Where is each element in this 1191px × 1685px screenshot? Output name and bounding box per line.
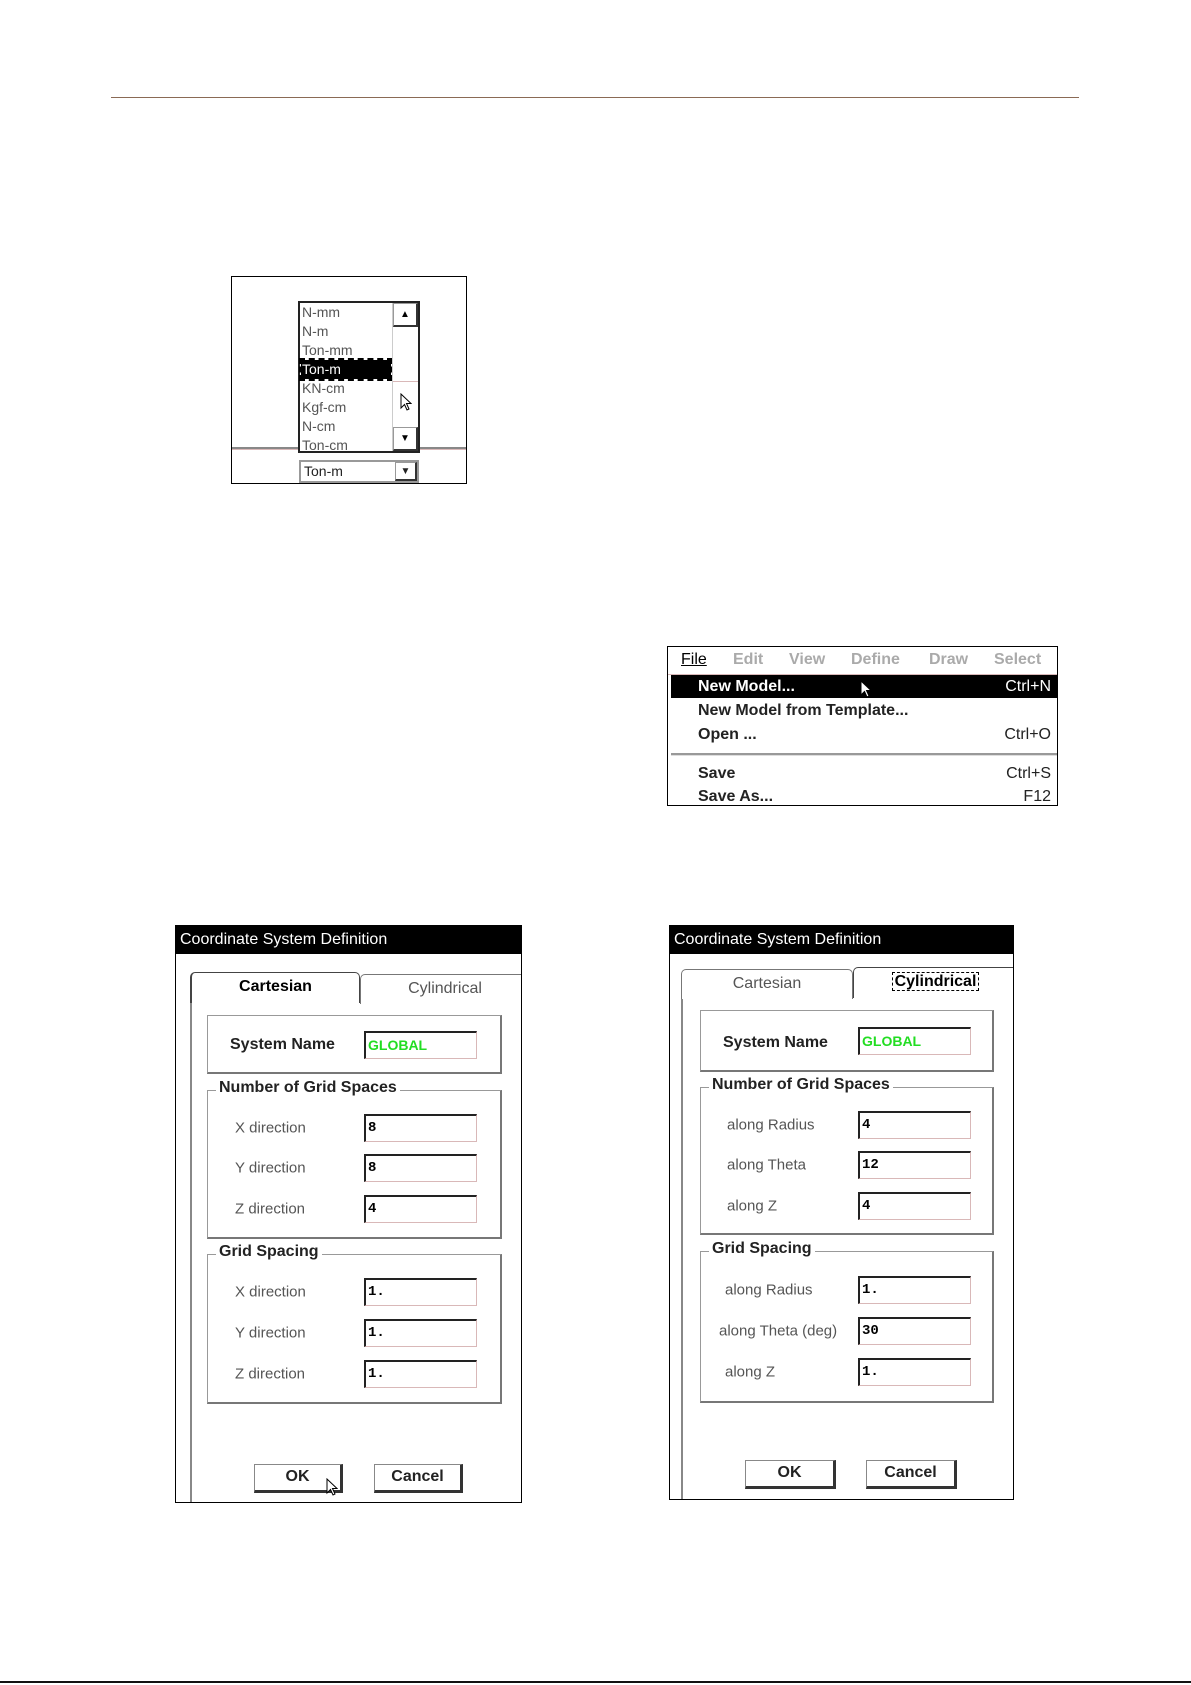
units-combobox[interactable] bbox=[299, 460, 419, 483]
menu-item-new-from-template[interactable]: New Model from Template... bbox=[698, 702, 909, 719]
menu-separator bbox=[671, 753, 1058, 756]
system-name-input[interactable]: GLOBAL bbox=[858, 1027, 971, 1055]
menubar-edit[interactable]: Edit bbox=[733, 651, 764, 668]
list-item[interactable]: N-cm bbox=[302, 418, 336, 434]
tab-cylindrical[interactable]: Cylindrical bbox=[360, 974, 522, 1004]
group-title: Grid Spacing bbox=[709, 1240, 815, 1258]
cartesian-dialog bbox=[175, 925, 522, 1503]
dialog-title: Coordinate System Definition bbox=[176, 926, 521, 954]
list-item[interactable]: KN-cm bbox=[302, 380, 345, 396]
field-label: along Z bbox=[727, 1197, 778, 1215]
field-label: along Theta (deg) bbox=[719, 1322, 838, 1340]
y-spaces-input[interactable]: 8 bbox=[364, 1154, 477, 1182]
system-name-label: System Name bbox=[230, 1036, 335, 1053]
units-figure bbox=[231, 276, 467, 484]
tab-label: Cylindrical bbox=[892, 972, 980, 991]
list-item[interactable]: Kgf-cm bbox=[302, 399, 347, 415]
z-spacing-input[interactable]: 1. bbox=[858, 1358, 971, 1386]
group-title: Number of Grid Spaces bbox=[216, 1079, 400, 1097]
cancel-button[interactable]: Cancel bbox=[374, 1464, 463, 1493]
field-label: X direction bbox=[235, 1283, 306, 1301]
list-item[interactable]: N-mm bbox=[302, 304, 341, 320]
tab-cartesian[interactable]: Cartesian bbox=[681, 969, 853, 999]
radius-spacing-input[interactable]: 1. bbox=[858, 1276, 971, 1304]
menu-item-save[interactable]: Save Ctrl+S bbox=[698, 765, 1051, 782]
field-label: Y direction bbox=[235, 1324, 306, 1342]
group-title: Grid Spacing bbox=[216, 1243, 322, 1261]
scrollbar[interactable] bbox=[392, 303, 418, 451]
menubar-define[interactable]: Define bbox=[851, 651, 900, 668]
mouse-cursor-icon bbox=[326, 1478, 338, 1496]
combo-value: Ton-m bbox=[304, 463, 343, 479]
mouse-cursor-icon bbox=[860, 680, 872, 698]
scroll-down-arrow-icon[interactable]: ▼ bbox=[393, 427, 418, 451]
z-spaces-input[interactable]: 4 bbox=[364, 1195, 477, 1223]
field-label: along Z bbox=[725, 1363, 776, 1381]
list-item-selected[interactable]: Ton-m bbox=[301, 360, 391, 379]
mouse-cursor-icon bbox=[400, 393, 412, 411]
scroll-up-arrow-icon[interactable]: ▲ bbox=[393, 303, 418, 327]
menu-item-save-as[interactable]: Save As... F12 bbox=[698, 788, 1051, 805]
system-name-label: System Name bbox=[723, 1034, 828, 1051]
theta-spaces-input[interactable]: 12 bbox=[858, 1151, 971, 1179]
list-item[interactable]: Ton-cm bbox=[302, 437, 348, 453]
tab-cylindrical[interactable] bbox=[853, 967, 1014, 998]
cylindrical-dialog bbox=[669, 925, 1014, 1500]
list-item[interactable]: N-m bbox=[302, 323, 329, 339]
menubar-draw[interactable]: Draw bbox=[929, 651, 969, 668]
file-menu bbox=[667, 646, 1058, 806]
tab-cartesian[interactable]: Cartesian bbox=[190, 972, 360, 1003]
menu-item-new-model[interactable]: New Model... Ctrl+N bbox=[671, 675, 1058, 698]
y-spacing-input[interactable]: 1. bbox=[364, 1319, 477, 1347]
field-label: Z direction bbox=[235, 1200, 306, 1218]
system-name-input[interactable]: GLOBAL bbox=[364, 1031, 477, 1059]
menubar-file[interactable]: File bbox=[681, 651, 707, 668]
menubar-select[interactable]: Select bbox=[994, 651, 1042, 668]
x-spaces-input[interactable]: 8 bbox=[364, 1114, 477, 1142]
field-label: along Radius bbox=[727, 1116, 815, 1134]
units-listbox[interactable] bbox=[298, 301, 420, 453]
field-label: Y direction bbox=[235, 1159, 306, 1177]
menu-item-open[interactable]: Open ... Ctrl+O bbox=[698, 726, 1051, 743]
dialog-title: Coordinate System Definition bbox=[670, 926, 1013, 954]
list-item[interactable]: Ton-mm bbox=[302, 342, 353, 358]
group-title: Number of Grid Spaces bbox=[709, 1076, 893, 1094]
top-rule bbox=[111, 97, 1079, 98]
dropdown-arrow-icon[interactable]: ▼ bbox=[395, 462, 417, 481]
field-label: Z direction bbox=[235, 1365, 306, 1383]
z-spaces-input[interactable]: 4 bbox=[858, 1192, 971, 1220]
theta-spacing-input[interactable]: 30 bbox=[858, 1317, 971, 1345]
menubar-view[interactable]: View bbox=[789, 651, 826, 668]
ok-button[interactable]: OK bbox=[254, 1464, 343, 1493]
x-spacing-input[interactable]: 1. bbox=[364, 1278, 477, 1306]
field-label: along Radius bbox=[725, 1281, 813, 1299]
cancel-button[interactable]: Cancel bbox=[866, 1460, 957, 1489]
field-label: X direction bbox=[235, 1119, 306, 1137]
bottom-rule bbox=[0, 1681, 1191, 1683]
z-spacing-input[interactable]: 1. bbox=[364, 1360, 477, 1388]
radius-spaces-input[interactable]: 4 bbox=[858, 1111, 971, 1139]
ok-button[interactable]: OK bbox=[745, 1460, 836, 1489]
field-label: along Theta bbox=[727, 1156, 806, 1174]
